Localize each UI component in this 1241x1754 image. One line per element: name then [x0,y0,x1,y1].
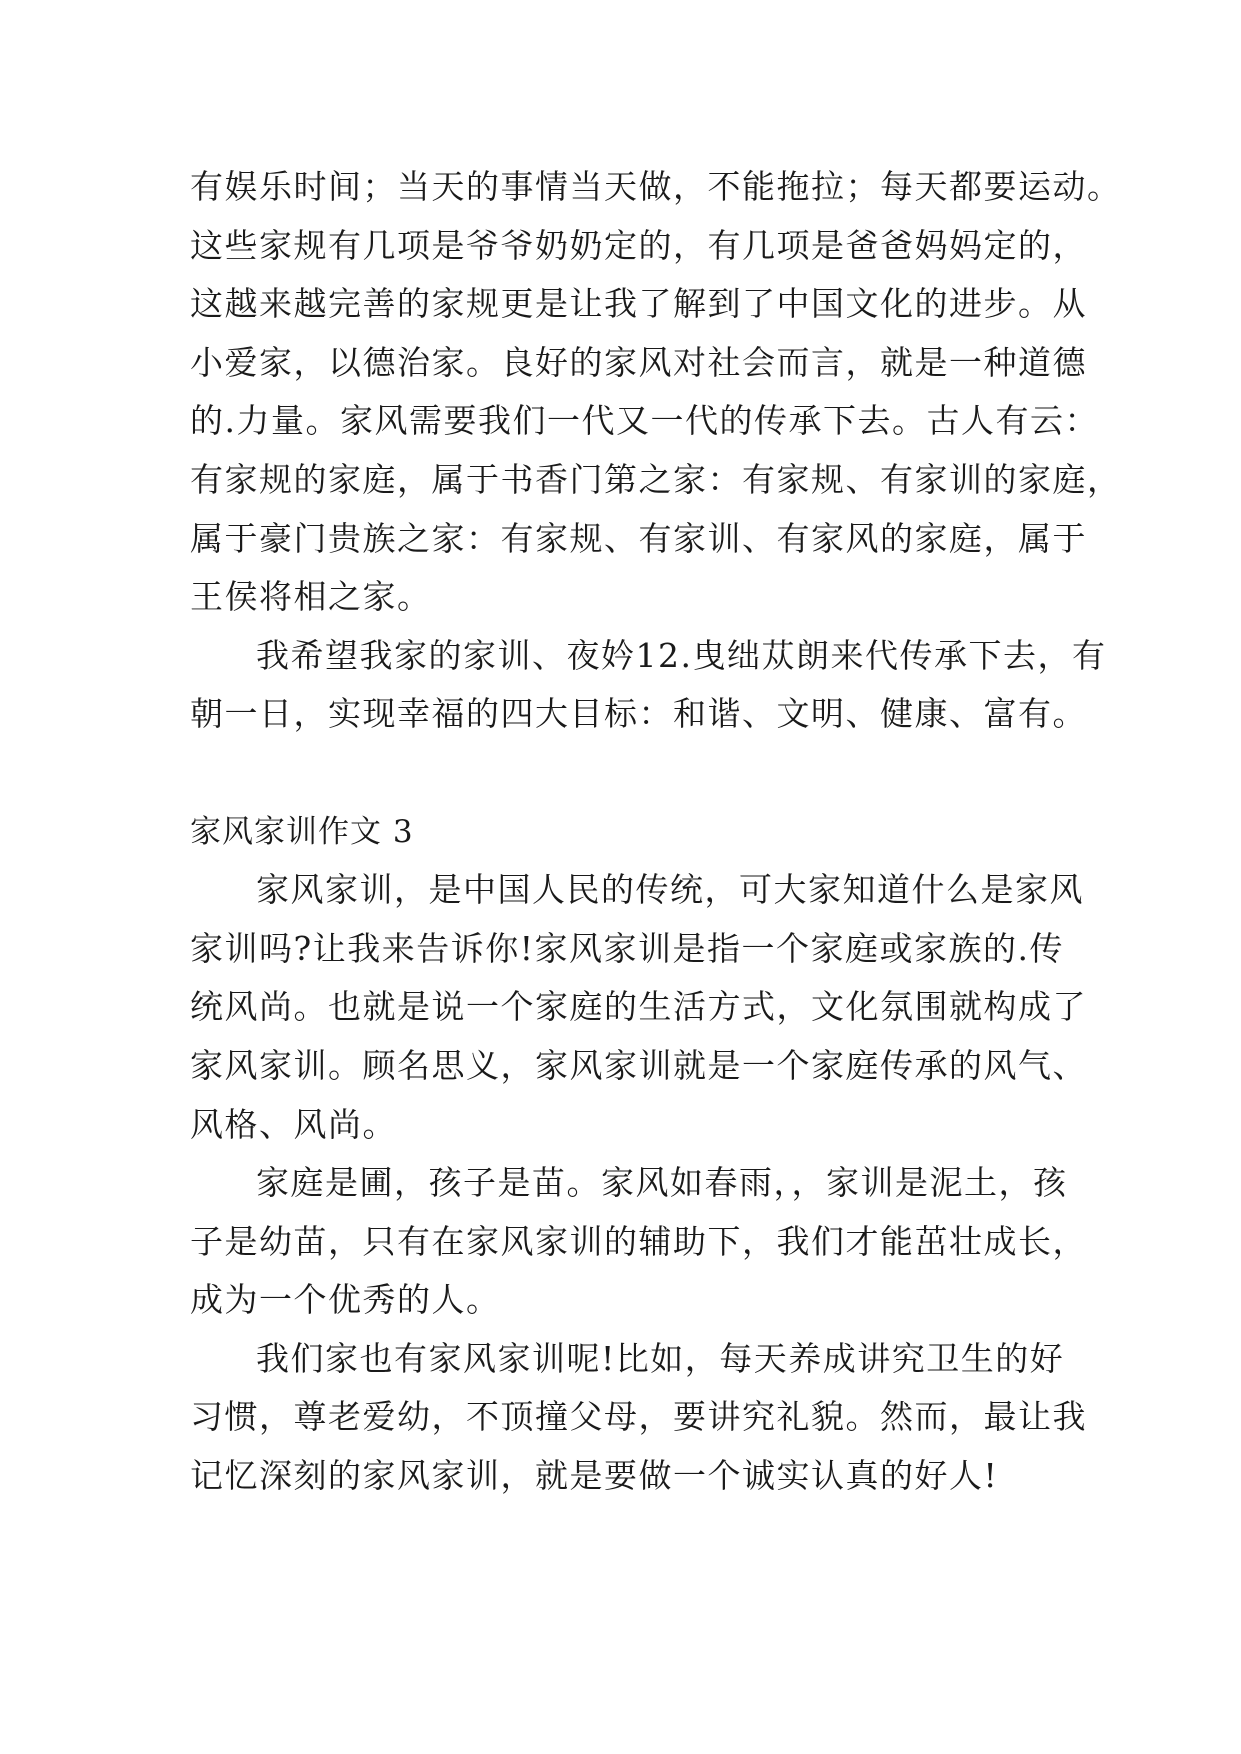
paragraph-1 [190,158,1122,627]
text-line: 有家规的家庭，属于书香门第之家：有家规、有家训的家庭， [190,459,1122,499]
text-line: 属于豪门贵族之家：有家规、有家训、有家风的家庭，属于 [190,518,1087,558]
text-line: 的.力量。家风需要我们一代又一代的传承下去。古人有云： [190,401,1099,441]
text-line: 这些家规有几项是爷爷奶奶定的，有几项是爸爸妈妈定的， [190,225,1087,265]
paragraph-5 [190,1330,1087,1506]
text-line: 成为一个优秀的人。 [190,1280,501,1320]
document-body [190,158,1122,1506]
text-line: 家训吗?让我来告诉你!家风家训是指一个家庭或家族的.传 [190,928,1064,968]
text-line: 王侯将相之家。 [190,577,432,617]
text-line: 子是幼苗，只有在家风家训的辅助下，我们才能茁壮成长， [190,1221,1087,1261]
section-heading: 家风家训作文 3 [190,813,414,850]
text-line: 小爱家，以德治家。良好的家风对社会而言，就是一种道德 [190,342,1087,382]
text-line: 风格、风尚。 [190,1104,397,1144]
text-line: 家庭是圃，孩子是苗。家风如春雨，，家训是泥土，孩 [256,1163,1068,1203]
text-line: 习惯，尊老爱幼，不顶撞父母，要讲究礼貌。然而，最让我 [190,1397,1087,1437]
paragraph-2 [190,627,1107,744]
text-line: 我们家也有家风家训呢!比如，每天养成讲究卫生的好 [256,1338,1065,1378]
text-line: 朝一日，实现幸福的四大目标：和谐、文明、健康、富有。 [190,694,1087,734]
text-line: 这越来越完善的家规更是让我了解到了中国文化的进步。从 [190,284,1087,324]
text-line: 记忆深刻的家风家训，就是要做一个诚实认真的好人! [190,1456,999,1496]
text-line: 统风尚。也就是说一个家庭的生活方式，文化氛围就构成了 [190,987,1087,1027]
blank-line [190,744,1050,803]
text-line: 家风家训。顾名思义，家风家训就是一个家庭传承的风气、 [190,1045,1087,1085]
text-line: 我希望我家的家训、夜妗12.曳绌苁朗来代传承下去，有 [256,635,1107,675]
paragraph-4 [190,1154,1087,1330]
paragraph-3 [190,861,1087,1154]
text-line: 家风家训，是中国人民的传统，可大家知道什么是家风 [256,870,1084,910]
text-line: 有娱乐时间；当天的事情当天做，不能拖拉；每天都要运动。 [190,167,1122,206]
